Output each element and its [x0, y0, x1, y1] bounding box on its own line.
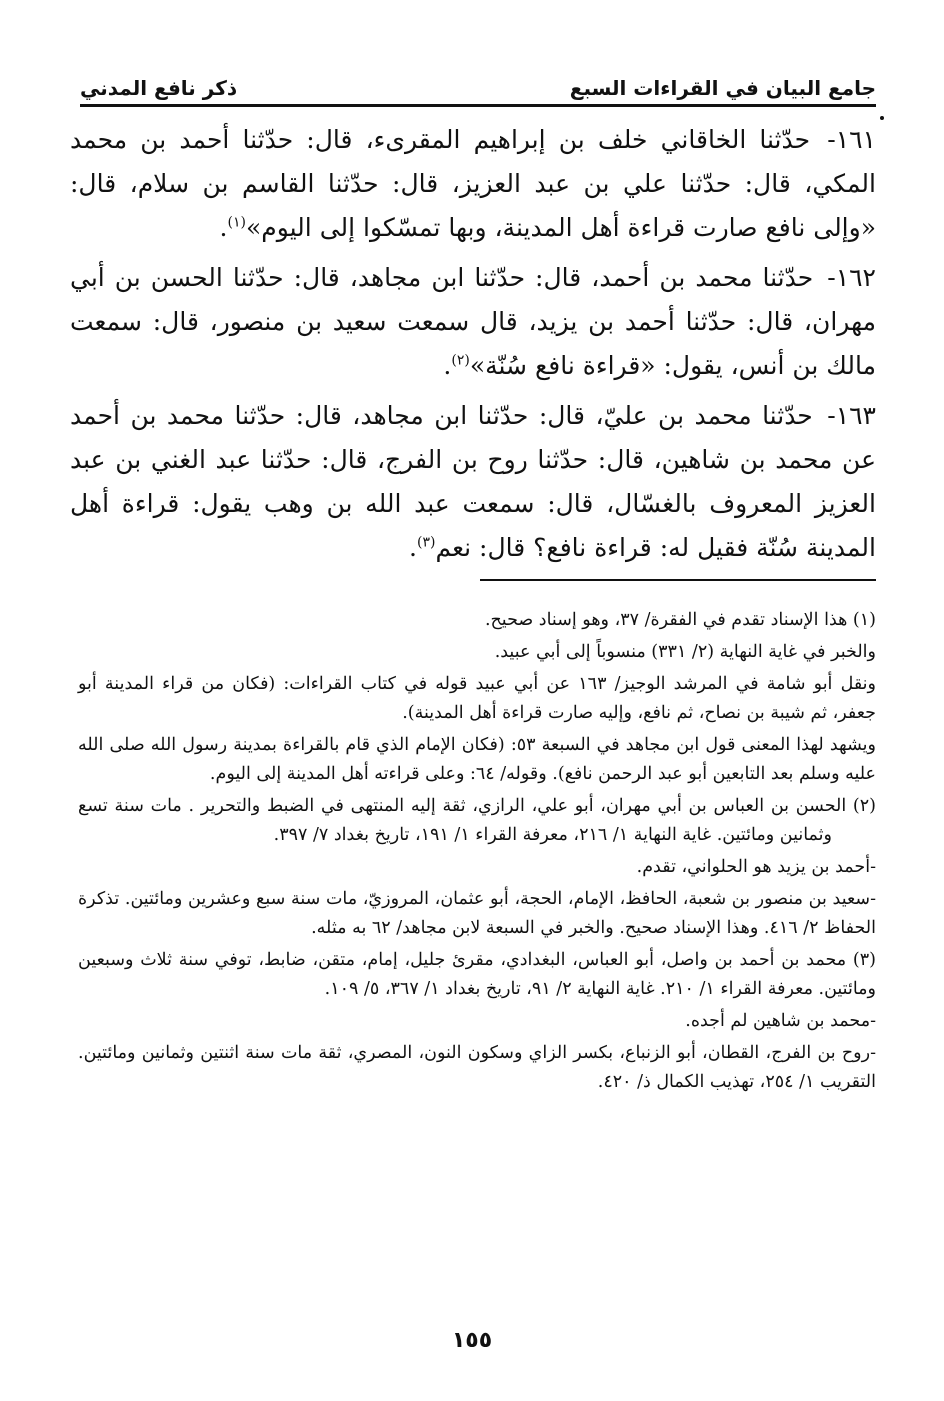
footnote-ref: (٢)	[451, 352, 470, 369]
paragraph-end: .	[219, 213, 228, 242]
footnotes	[78, 606, 876, 1100]
footnote-3: (٣) محمد بن أحمد بن واصل، أبو العباس، البغدادي، مقرئ جليل، إمام، متقن، ضابط، توفي سنة ثلاث وسبعين ومائتين. معرفة القراء ١/ ٢١٠. غاية النهاية ٢/ ٩١، تاريخ بغداد ١/ ٣٦٧، ٥/ ١٠٩.	[78, 950, 876, 999]
paragraph-end: .	[443, 351, 452, 380]
ink-dot	[880, 116, 884, 120]
footnote-ref: (١)	[227, 214, 246, 231]
paragraph-number: ١٦١-	[827, 125, 876, 154]
paragraph-163	[70, 394, 876, 570]
header-book-title: جامع البيان في القراءات السبع	[569, 76, 876, 100]
header-rule	[80, 104, 876, 107]
footnote-ref: (٣)	[416, 534, 436, 551]
paragraph-number: ١٦٢-	[827, 263, 876, 292]
footnote-1-line: ويشهد لهذا المعنى قول ابن مجاهد في السبعة ٥٣: (فكان الإمام الذي قام بالقراءة بمدينة رسول الله صلى الله عليه وسلم بعد التابعين أبو عبد الرحمن نافع). وقوله/ ٦٤: وعلى قراءته أهل المدينة إلى اليوم.	[78, 735, 876, 784]
main-text	[70, 118, 876, 576]
paragraph-text: حدّثنا محمد بن عليّ، قال: حدّثنا ابن مجاهد، قال: حدّثنا محمد بن أحمد عن محمد بن شاهين، قال: حدّثنا روح بن الفرج، قال: حدّثنا عبد الغني بن عبد العزيز المعروف بالغسّال، قال: سمعت عبد الله بن وهب يقول: قراءة أهل المدينة سُنّة فقيل له: قراءة نافع؟ قال: نعم	[70, 401, 876, 562]
header-section-title: ذكر نافع المدني	[80, 76, 238, 100]
paragraph-text: حدّثنا الخاقاني خلف بن إبراهيم المقرىء، قال: حدّثنا أحمد بن محمد المكي، قال: حدّثنا علي بن عبد العزيز، قال: حدّثنا القاسم بن سلام، قال: «وإلى نافع صارت قراءة أهل المدينة، وبها تمسّكوا إلى اليوم»	[70, 125, 876, 242]
page-number: ١٥٥	[451, 1328, 493, 1353]
paragraph-text: حدّثنا محمد بن أحمد، قال: حدّثنا ابن مجاهد، قال: حدّثنا الحسن بن أبي مهران، قال: حدّثنا أحمد بن يزيد، قال سمعت سعيد بن منصور، قال: سمعت مالك بن أنس، يقول: «قراءة نافع سُنّة»	[70, 263, 876, 380]
footnote-2-line: -سعيد بن منصور بن شعبة، الحافظ، الإمام، الحجة، أبو عثمان، المروزيّ، مات سنة سبع وعشرين ومائتين. تذكرة الحفاظ ٢/ ٤١٦. وهذا الإسناد صحيح. والخبر في السبعة لابن مجاهد/ ٦٢ به مثله.	[78, 889, 876, 938]
footnote-1: (١) هذا الإسناد تقدم في الفقرة/ ٣٧، وهو إسناد صحيح.	[484, 610, 876, 630]
paragraph-161	[70, 118, 876, 250]
paragraph-end: .	[409, 533, 417, 562]
running-header	[80, 66, 876, 100]
footnote-2: (٢) الحسن بن العباس بن أبي مهران، أبو علي، الرازي، ثقة إليه المنتهى في الضبط والتحرير . مات سنة تسع وثمانين ومائتين. غاية النهاية ١/ ٢١٦، معرفة القراء ١/ ١٩١، تاريخ بغداد ٧/ ٣٩٧.	[78, 796, 876, 845]
footnote-3-line: -روح بن الفرج، القطان، أبو الزنباع، بكسر الزاي وسكون النون، المصري، ثقة مات سنة اثنتين وثمانين ومائتين. التقريب ١/ ٢٥٤، تهذيب الكمال ذ/ ٤٢٠.	[78, 1043, 876, 1092]
footnote-separator	[480, 579, 876, 581]
footnote-1-line: ونقل أبو شامة في المرشد الوجيز/ ١٦٣ عن أبي عبيد قوله في كتاب القراءات: (فكان من قراء المدينة أبو جعفر، ثم شيبة بن نصاح، ثم نافع، وإليه صارت قراءة أهل المدينة).	[78, 674, 877, 723]
footnote-1-line: والخبر في غاية النهاية (٢/ ٣٣١) منسوباً إلى أبي عبيد.	[494, 642, 876, 662]
paragraph-number: ١٦٣-	[827, 401, 876, 430]
footnote-3-line: -محمد بن شاهين لم أجده.	[685, 1011, 876, 1031]
footnote-2-line: -أحمد بن يزيد هو الحلواني، تقدم.	[636, 857, 876, 877]
paragraph-162	[70, 256, 876, 388]
